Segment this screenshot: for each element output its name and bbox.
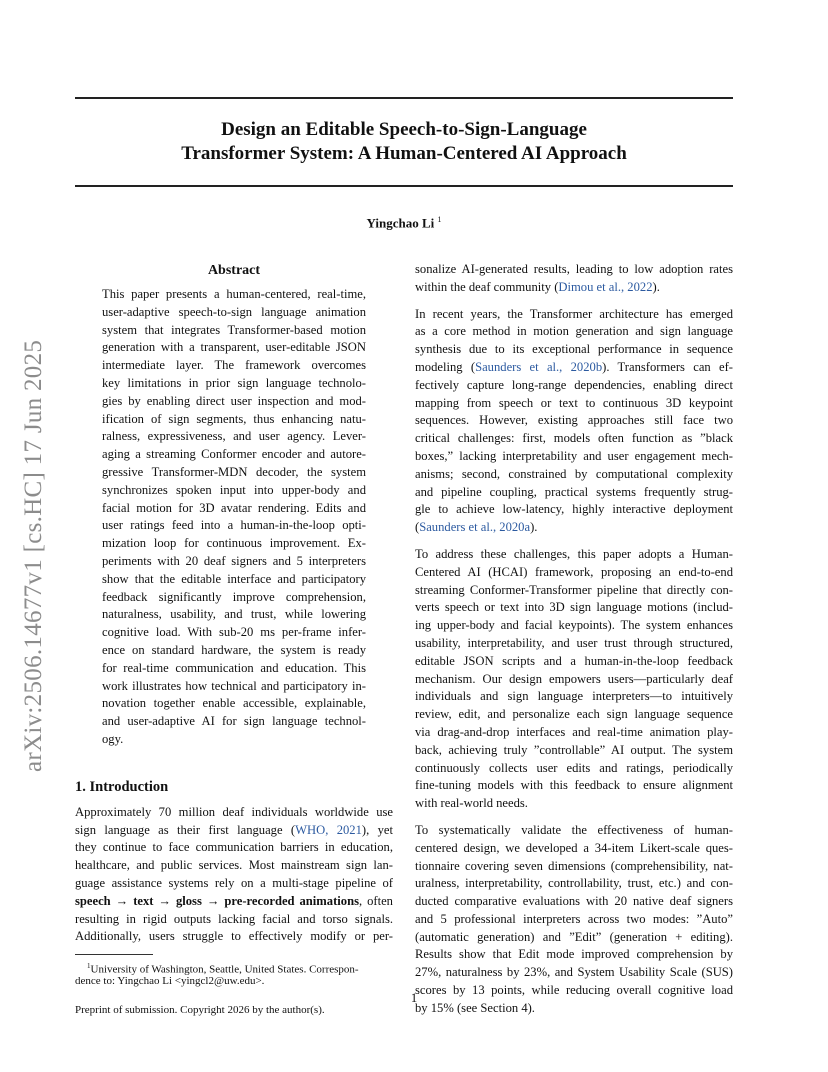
body-line: tionnaire covering seven dimensions (comprehensibility, nat- xyxy=(415,858,733,873)
author-line xyxy=(75,215,733,231)
abstract-line: and user-adaptive AI for sign language technol- xyxy=(102,714,366,729)
body-line: 27%, naturalness by 23%, and System Usability Scale (SUS) xyxy=(415,965,733,980)
intro-line: healthcare, and public services. Most mainstream sign lan- xyxy=(75,858,393,873)
abstract-heading: Abstract xyxy=(207,263,261,278)
footnote-rule xyxy=(75,954,153,955)
body-line: and pipeline coupling, practical systems frequently strug- xyxy=(415,484,733,499)
abstract-line: user ratings feed into a human-in-the-loop opti- xyxy=(102,518,366,533)
abstract-line: intermediate layer. The framework overcomes xyxy=(102,358,366,373)
abstract-line: ogy. xyxy=(102,731,124,746)
body-line: as a core method in motion generation and sign language xyxy=(415,324,733,339)
intro-line: they continue to face communication barriers in education, xyxy=(75,840,393,855)
body-line: synthesis due to its exceptional performance in sequence xyxy=(415,342,733,357)
body-line: centered design, we developed a 34-item Likert-scale ques- xyxy=(415,840,733,855)
abstract-line: feedback significantly improve comprehension, xyxy=(102,589,366,604)
footnote xyxy=(75,959,393,974)
body-line: individuals and sign language interpreters—to intuitively xyxy=(415,689,733,704)
body-line: (automatic generation) and ”Edit” (generation + editing). xyxy=(415,929,733,944)
abstract-line: ification of sign segments, thus enhancing natu- xyxy=(102,411,366,426)
pipeline-speech: speech xyxy=(75,893,111,908)
top-rule xyxy=(75,97,733,99)
body-line: streaming Conformer-Transformer pipeline that directly con- xyxy=(415,582,733,597)
body-line: mapping from speech or text to continuous 3D keypoint xyxy=(415,395,733,410)
body-line: sequences. However, existing approaches still face two xyxy=(415,413,733,428)
abstract-line: for real-time communication and education. This xyxy=(102,660,366,675)
abstract-line: gies by enabling direct user inspection and mod- xyxy=(102,393,366,408)
abstract-line: ralness, expressiveness, and user agency. Lever- xyxy=(102,429,366,444)
title-line-2: Transformer System: A Human-Centered AI Approach xyxy=(181,143,627,164)
body-line: via drag-and-drop interfaces and real-time animation play- xyxy=(415,724,733,739)
arxiv-stamp: arXiv:2506.14677v1 [cs.HC] 17 Jun 2025 xyxy=(20,339,47,772)
body-line: sonalize AI-generated results, leading to low adoption rates xyxy=(415,262,733,276)
page-number: 1 xyxy=(410,991,418,1005)
abstract-line: work illustrates how technical and participatory in- xyxy=(102,678,366,693)
text-run: ). xyxy=(652,279,660,294)
body-line: mechanism. Our design empowers users—particularly deaf xyxy=(415,671,733,686)
abstract-line: gressive Transformer-MDN decoder, the system xyxy=(102,464,366,479)
text-run: , often xyxy=(358,893,393,908)
body-line: critical challenges: first, models often function as ”black xyxy=(415,431,733,446)
abstract-line: naturalness, usability, and trust, while lowering xyxy=(102,607,366,622)
abstract-line: user-adaptive speech-to-sign language animation xyxy=(102,304,366,319)
arrow-icon: → xyxy=(158,893,172,908)
footnote-text: University of Washington, Seattle, United States. Correspon- xyxy=(90,963,359,976)
abstract-line: novation together enable accessible, explainable, xyxy=(102,696,366,711)
abstract-line: synchronizes spoken input into upper-body and xyxy=(102,482,366,497)
intro-line xyxy=(75,822,393,840)
body-line: usability, interpretability, and user trust through structured, xyxy=(415,635,733,650)
body-line: by 15% (see Section 4). xyxy=(415,1000,535,1015)
arrow-icon: → xyxy=(115,893,129,908)
intro-line: Approximately 70 million deaf individuals worldwide use xyxy=(75,804,393,819)
body-line: To address these challenges, this paper adopts a Human- xyxy=(415,546,733,561)
body-line: fine-tuning models with this feedback to ensure alignment xyxy=(415,778,733,793)
abstract-line: generation with a transparent, user-editable JSON xyxy=(102,340,366,355)
text-run: ). xyxy=(530,520,538,535)
body-line xyxy=(415,359,733,377)
intro-line: guage assistance systems rely on a multi-stage pipeline of xyxy=(75,875,393,890)
footnote-mark: 1 xyxy=(87,962,91,971)
intro-line: Additionally, users struggle to effectively modify or per- xyxy=(75,929,393,944)
author-name: Yingchao Li xyxy=(366,215,435,231)
body-line: continuously collects user edits and ratings, periodically xyxy=(415,760,733,775)
body-line: Results show that Edit mode improved comprehension by xyxy=(415,947,733,962)
body-line: with real-world needs. xyxy=(415,796,528,811)
citation-link[interactable]: Saunders et al., 2020a xyxy=(419,520,531,535)
text-run: within the deaf community ( xyxy=(415,279,559,294)
arrow-icon: → xyxy=(206,893,220,908)
intro-line xyxy=(75,893,393,911)
abstract-body xyxy=(75,286,393,749)
abstract-line: periments with 20 deaf signers and 5 interpreters xyxy=(102,553,366,568)
body-line: gle to achieve low-latency, highly interactive deployment xyxy=(415,502,733,517)
title-bottom-rule xyxy=(75,185,733,187)
body-line: In recent years, the Transformer architecture has emerged xyxy=(415,306,733,321)
pipeline-gloss: gloss xyxy=(175,893,202,908)
body-line: To systematically validate the effectiveness of human- xyxy=(415,822,733,837)
body-line: uralness, interpretability, controllability, trust, etc.) and con- xyxy=(415,876,733,891)
abstract-line: system that integrates Transformer-based motion xyxy=(102,322,366,337)
body-line xyxy=(415,519,733,537)
abstract-line: cognitive load. With sub-20 ms per-frame infer- xyxy=(102,625,366,640)
text-run: modeling ( xyxy=(415,359,476,374)
author-affiliation-mark: 1 xyxy=(437,215,442,224)
abstract-line: aging a streaming Conformer encoder and autore- xyxy=(102,447,366,462)
left-column xyxy=(75,261,393,1018)
text-run: ), yet xyxy=(361,822,393,837)
abstract-line: show that the editable interface and participatory xyxy=(102,571,366,586)
body-line: anisms; second, constrained by computational complexity xyxy=(415,466,733,481)
body-line: editable JSON scripts and a human-in-the-loop feedback xyxy=(415,653,733,668)
citation-link[interactable]: Dimou et al., 2022 xyxy=(558,279,653,294)
body-line xyxy=(415,279,733,297)
pipeline-text: text xyxy=(133,893,154,908)
abstract-line: ence on standard hardware, the system is ready xyxy=(102,642,366,657)
section-heading-introduction: 1. Introduction xyxy=(75,778,169,795)
body-line: and 5 professional interpreters across two modes: ”Auto” xyxy=(415,911,733,926)
preprint-note: Preprint of submission. Copyright 2026 by the author(s). xyxy=(75,1004,325,1017)
abstract-line: key limitations in prior sign language technolo- xyxy=(102,375,366,390)
intro-line: resulting in rigid outputs lacking facial and torso signals. xyxy=(75,911,393,926)
body-line: Centered AI (HCAI) framework, proposing an end-to-end xyxy=(415,564,733,579)
body-line: ing upper-body and facial keypoints). The system enhances xyxy=(415,618,733,633)
body-line: back, achieving truly ”controllable” AI output. The system xyxy=(415,742,733,757)
title-line-1: Design an Editable Speech-to-Sign-Language xyxy=(221,119,587,140)
body-line: ducted comparative evaluations with 20 native deaf signers xyxy=(415,894,733,909)
abstract-line: facial motion for 3D avatar rendering. Edits and xyxy=(102,500,366,515)
text-run: sign language as their first language ( xyxy=(75,822,296,837)
text-run: ( xyxy=(415,520,420,535)
abstract-line: mization loop for continuous improvement. Ex- xyxy=(102,536,366,551)
body-line: boxes,” lacking interpretability and user engagement mech- xyxy=(415,448,733,463)
body-line: fectively capture long-range dependencies, enabling direct xyxy=(415,377,733,392)
text-run: ). Transformers can ef- xyxy=(602,359,733,374)
right-column xyxy=(415,261,733,1018)
body-line: scores by 13 points, while reducing overall cognitive load xyxy=(415,983,733,998)
body-line: review, edit, and personalize each sign language sequence xyxy=(415,707,733,722)
abstract-line: This paper presents a human-centered, real-time, xyxy=(102,287,366,301)
paper-title xyxy=(75,118,733,166)
body-line: verts speech or text into 3D sign language motions (includ- xyxy=(415,600,733,615)
pipeline-animations: pre-recorded animations xyxy=(224,893,359,908)
citation-link[interactable]: Saunders et al., 2020b xyxy=(475,359,603,374)
footnote-continued: dence to: Yingchao Li <yingcl2@uw.edu>. xyxy=(75,975,265,988)
citation-link[interactable]: WHO, 2021 xyxy=(295,822,362,837)
